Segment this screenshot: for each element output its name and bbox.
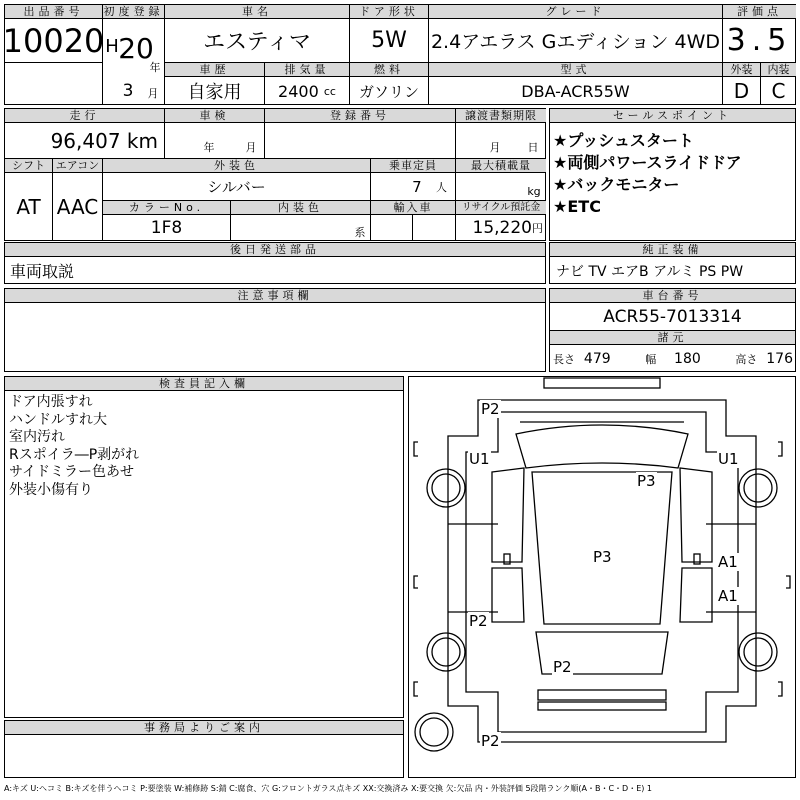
later-parts-label: 後日発送部品 <box>5 243 545 257</box>
exterior-label: 外装 <box>723 63 760 77</box>
selling-point: ★バックモニター <box>553 175 680 194</box>
damage-mark: P2 <box>481 732 500 750</box>
car-diagram <box>408 376 796 778</box>
equipment-label: 純正装備 <box>550 243 795 257</box>
inspector-note: 外装小傷有り <box>9 481 93 498</box>
transfer-label: 譲渡書類期限 <box>456 109 546 123</box>
damage-mark: U1 <box>718 450 739 468</box>
int-color-unit: 系 <box>354 226 366 239</box>
car-name: エスティマ <box>203 30 311 55</box>
int-color-label: 内装色 <box>231 201 370 215</box>
insp-month-unit: 月 <box>245 141 257 154</box>
displacement: 2400 cc <box>278 81 336 101</box>
displacement-label: 排気量 <box>265 63 349 77</box>
interior-grade: C <box>771 79 786 103</box>
model-code: DBA-ACR55W <box>521 81 630 101</box>
dimensions: 長さ 479 幅 180 高さ 176 <box>553 350 793 367</box>
legend: A:キズ U:ヘコミ B:キズを伴うヘコミ P:要塗装 W:補修跡 S:錆 C:腐食、穴 G:フロントガラス点キズ XX:交換済み X:要交換 欠:欠品 内・外装評価 5段階ランク順(A・B・C・D・E) 1 <box>4 783 653 793</box>
month-unit: 月 <box>147 87 159 100</box>
mileage: 96,407 km <box>50 128 158 153</box>
reg-month: 3 <box>122 81 134 101</box>
equipment: ナビ TV エアB アルミ PS PW <box>556 263 744 280</box>
shift: AT <box>16 195 41 219</box>
year-unit: 年 <box>149 61 161 74</box>
model-label: 型式 <box>429 63 722 77</box>
inspector-note: 室内汚れ <box>9 429 65 446</box>
capacity: 7 人 <box>412 177 447 196</box>
damage-mark: P3 <box>593 548 612 566</box>
shift-label: シフト <box>5 159 52 173</box>
chassis-label: 車台番号 <box>550 289 795 303</box>
ext-color: シルバー <box>207 178 266 196</box>
history: 自家用 <box>187 82 242 103</box>
fuel-label: 燃料 <box>350 63 428 77</box>
lot-label: 出品番号 <box>5 5 102 19</box>
selling-point: ★ETC <box>553 197 601 216</box>
selling-points-list <box>553 130 793 218</box>
insp-year-unit: 年 <box>203 141 215 154</box>
damage-mark: P2 <box>553 658 572 676</box>
name-label: 車名 <box>165 5 349 19</box>
exterior-grade: D <box>733 79 750 103</box>
reg-no-label: 登録番号 <box>265 109 455 123</box>
door-type: 5W <box>371 28 407 53</box>
damage-mark: P2 <box>469 612 488 630</box>
import-label: 輸入車 <box>371 201 455 215</box>
inspection-label: 車検 <box>165 109 264 123</box>
selling-point: ★プッシュスタート <box>553 131 694 150</box>
load-label: 最大積載量 <box>456 159 546 173</box>
interior-label: 内装 <box>761 63 796 77</box>
selling-points-label: セールスポイント <box>550 109 795 123</box>
capacity-label: 乗車定員 <box>371 159 455 173</box>
inspector-note: ハンドルすれ大 <box>9 411 107 428</box>
inspector-note: ドア内張すれ <box>9 394 93 410</box>
history-label: 車歴 <box>165 63 264 77</box>
era: H <box>105 35 119 57</box>
ext-color-label: 外装色 <box>103 159 370 173</box>
inspector-label: 検査員記入欄 <box>5 377 403 391</box>
load-unit: kg <box>527 184 541 198</box>
score: 3.5 <box>726 23 793 58</box>
door-label: ドア形状 <box>350 5 428 19</box>
caution-label: 注意事項欄 <box>5 289 545 303</box>
damage-mark: U1 <box>469 450 490 468</box>
grade: 2.4アエラス Gエディション 4WD <box>430 31 721 53</box>
grade-label: グレード <box>429 5 722 19</box>
reg-year: 20 <box>118 31 154 65</box>
score-label: 評価点 <box>723 5 796 19</box>
mileage-label: 走行 <box>5 109 164 123</box>
chassis-number: ACR55-7013314 <box>603 307 742 327</box>
color-no: 1F8 <box>150 218 183 238</box>
transfer-month-unit: 月 <box>489 141 501 154</box>
first-reg-label: 初度登録 <box>103 5 164 18</box>
damage-mark: P2 <box>481 400 500 418</box>
transfer-day-unit: 日 <box>527 141 539 154</box>
ac: AAC <box>56 195 99 219</box>
ac-label: エアコン <box>53 159 102 173</box>
fuel: ガソリン <box>358 82 419 101</box>
damage-mark: A1 <box>718 587 738 605</box>
selling-point: ★両側パワースライドドア <box>553 153 742 172</box>
inspector-notes <box>9 394 139 500</box>
damage-mark: A1 <box>718 553 738 571</box>
recycle-label: リサイクル預託金 <box>456 201 546 215</box>
color-no-label: カラーNo. <box>103 201 230 215</box>
later-parts: 車両取説 <box>10 262 75 281</box>
recycle-fee: 15,220 円 <box>472 218 543 238</box>
inspector-note: Rスポイラ―P剥がれ <box>9 446 140 463</box>
office-label: 事務局よりご案内 <box>5 721 403 735</box>
inspector-note: サイドミラー色あせ <box>9 464 135 481</box>
dims-label: 諸元 <box>550 331 795 345</box>
damage-mark: P3 <box>637 472 656 490</box>
lot-number: 10020 <box>2 21 105 60</box>
